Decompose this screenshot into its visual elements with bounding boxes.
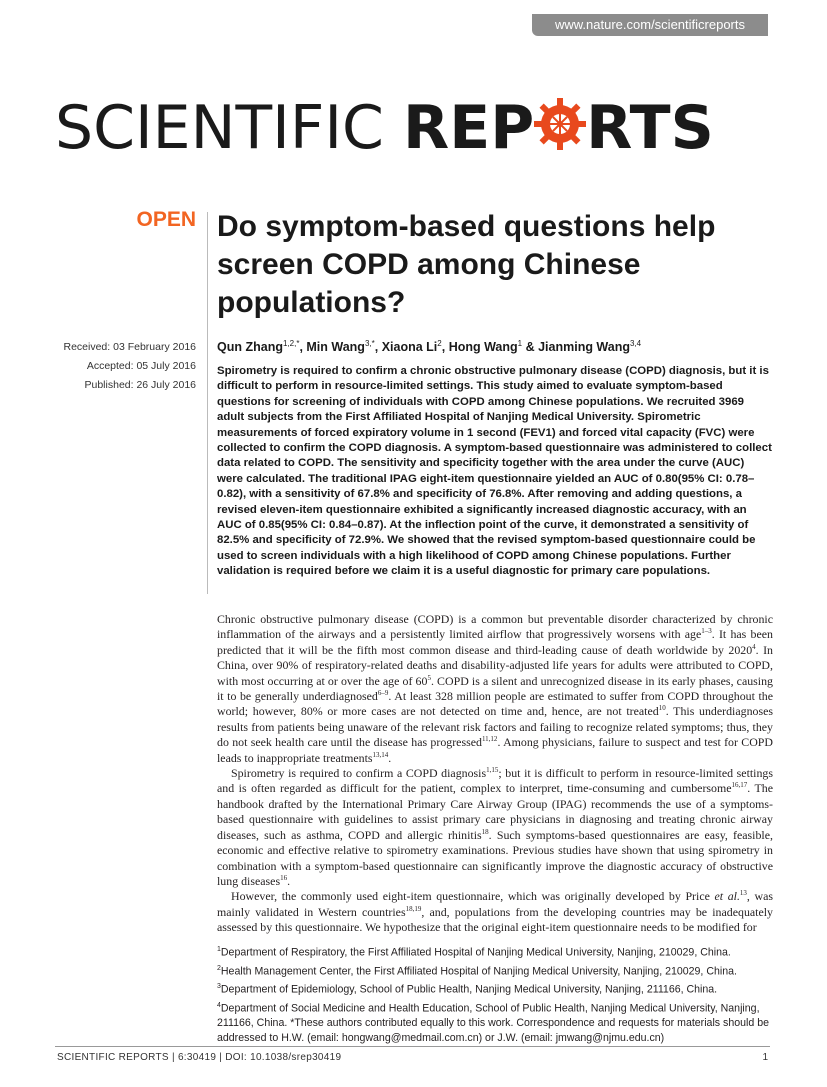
received-date: Received: 03 February 2016 — [63, 341, 196, 353]
affiliation-text: Department of Epidemiology, School of Public Health, Nanjing Medical University, Nanjing, 211166, China. — [220, 983, 718, 996]
affiliation-number: 4 — [217, 1001, 221, 1009]
body-paragraph — [217, 889, 773, 935]
footer-divider — [55, 1046, 770, 1047]
published-date: Published: 26 July 2016 — [84, 379, 196, 391]
body-text: However, the commonly used eight-item questionnaire, which was originally developed by Price — [231, 889, 715, 904]
author-affiliation-sup: 2 — [437, 339, 442, 348]
article-title: Do symptom-based questions help screen COPD among Chinese populations? — [217, 210, 716, 319]
body-text: ; but it is difficult to perform in resource-limited settings and is often regarded as difficult for the patient, complex to interpret, time-consuming and cumbersome — [217, 766, 773, 796]
author-list: Qun Zhang$^{1,2,*}$, Min Wang$^{3,*}$, Xiaona Li$^2$, Hong Wang$^1$ & Jianming Wang$^{3,4}$ — [217, 339, 642, 355]
abstract: Spirometry is required to confirm a chronic obstructive pulmonary disease (COPD) diagnosis, but it is difficult to perform in resource-limited settings. This study aimed to evaluate symptom-based questions for screening of individuals with COPD among Chinese populations. We recruited 3969 adult subjects from the First Affiliated Hospital of Nanjing Medical University. Spirometric measurements of forced expiratory volume in 1 second (FEV1) and forced vital capacity (FVC) were collected to confirm the COPD diagnosis. A symptom-based questionnaire was administered to collect data related to COPD. The sensitivity and specificity together with the area under the curve (AUC) were calculated. The traditional IPAG eight-item questionnaire yielded an AUC of 0.80(95% CI: 0.78–0.82), with a sensitivity of 67.8% and specificity of 76.8%. After removing and adding questions, a revised eleven-item questionnaire exhibited a significantly increased diagnostic accuracy, with an AUC of 0.85(95% CI: 0.84–0.87). At the inflection point of the curve, it demonstrated a sensitivity of 82.5% and specificity of 72.9%. We showed that the revised symptom-based questionnaire could be used to screen individuals with a high likelihood of COPD among Chinese populations. Further validation is required before we claim it is a useful diagnostic for primary care populations. — [217, 365, 772, 578]
footer-citation: SCIENTIFIC REPORTS | 6:30419 | DOI: 10.1038/srep30419 — [57, 1052, 342, 1063]
body-text: , and, populations from the developing countries may be inadequately assessed by this questionnaire. We hypothesize that the original eight-item questionnaire needs to be modified for — [217, 904, 773, 935]
reference-link[interactable]: 13 — [739, 889, 747, 898]
reference-link[interactable]: 16 — [280, 873, 288, 882]
accepted-date: Accepted: 05 July 2016 — [86, 360, 196, 372]
body-text: . At least 328 million people are estimated to suffer from COPD throughout the world; however, 80% or more cases are not detected on time and, hence, are not treated — [217, 689, 773, 719]
reference-link[interactable]: 16,17 — [731, 781, 748, 790]
affiliation-text: Department of Respiratory, the First Affiliated Hospital of Nanjing Medical University, Nanjing, 210029, China. — [220, 946, 731, 959]
author-name[interactable]: Xiaona Li — [381, 340, 438, 355]
body-text: . This underdiagnoses results from patients being unaware of the relevant risk factors and failing to recognize related symptoms; thus, they do not seek health care until the disease has progressed — [217, 704, 774, 750]
page-number: 1 — [762, 1052, 768, 1063]
affiliation-item — [217, 942, 773, 961]
masthead-text-rts: RTS — [586, 93, 714, 163]
reference-link[interactable]: 1,15 — [486, 766, 499, 775]
reference-link[interactable]: 10 — [658, 704, 666, 713]
affiliation-item — [217, 998, 773, 1047]
gear-logo-icon — [534, 92, 586, 152]
author-name[interactable]: Hong Wang — [448, 340, 518, 355]
body-text: . The handbook drafted by the International Primary Care Airway Group (IPAG) recommends the use of a symptoms-based questionnaire with guidelines to assist primary care physicians in diagnosing and treating chronic airway diseases, such as asthma, COPD and allergic rhinitis — [217, 781, 773, 842]
author-affiliation-sup: 1 — [517, 339, 523, 348]
reference-link[interactable]: 11,12 — [481, 735, 498, 744]
affiliation-text[interactable]: Department of Social Medicine and Health Education, School of Public Health, Nanjing Medical University, Nanjing, 211166, China. *These authors contributed equally to this work. Correspondence and requests for materials should be addressed to H.W. (email: hongwang@medmail.com.cn) or J.W. (email: jmwang@njmu.edu.cn) — [217, 1002, 769, 1045]
affiliation-item — [217, 961, 773, 980]
reference-link[interactable]: 18 — [481, 827, 489, 836]
reference-link[interactable]: 13,14 — [372, 750, 389, 759]
body-text: . — [287, 873, 291, 888]
affiliations — [217, 942, 773, 1046]
header-divider — [207, 212, 208, 594]
author-name[interactable]: Qun Zhang — [217, 340, 283, 355]
affiliation-number: 1 — [217, 946, 221, 953]
body-text: Chronic obstructive pulmonary disease (COPD) is a common but preventable disorder characterized by chronic inflammation of the airways and a persistently limited airflow that progressively worsens with age — [217, 612, 773, 642]
body-text: . Such symptoms-based questionnaires are easy, feasible, economic and effective relative to spirometry examinations. Previous studies have shown that using spirometry in combination with a symptom-based questionnaire can significantly improve the diagnostic accuracy of obstructive lung diseases — [217, 827, 773, 888]
body-paragraph — [217, 766, 773, 889]
body-text: . In China, over 90% of respiratory-related deaths and disability-adjusted life years for adults were attributed to COPD, with most occurring at or over the age of 60 — [217, 642, 773, 688]
affiliation-number: 3 — [217, 983, 221, 991]
masthead-text-rep: REP — [403, 93, 535, 163]
journal-masthead — [55, 92, 775, 162]
body-paragraph — [217, 612, 773, 766]
author-name[interactable]: Min Wang — [306, 340, 365, 355]
et-al-text: et al. — [714, 889, 740, 904]
article-body — [217, 612, 773, 936]
reference-link[interactable]: 5 — [427, 673, 431, 682]
affiliation-text: Health Management Center, the First Affiliated Hospital of Nanjing Medical University, Nanjing, 210029, China. — [220, 965, 737, 978]
reference-link[interactable]: 18,19 — [405, 904, 422, 913]
affiliation-item — [217, 979, 773, 998]
author-affiliation-sup: 3,* — [364, 339, 375, 348]
affiliation-number: 2 — [217, 964, 221, 972]
author-affiliation-sup: 3,4 — [630, 339, 642, 348]
body-text: . — [388, 750, 392, 765]
author-affiliation-sup: 1,2,* — [282, 339, 300, 348]
open-access-label: OPEN — [136, 208, 196, 231]
body-text: . It has been predicted that it will be the fifth most common disease and third-leading cause of death worldwide by 2020 — [217, 627, 773, 657]
publication-dates — [30, 338, 196, 395]
body-text: Spirometry is required to confirm a COPD diagnosis — [231, 766, 487, 781]
reference-link[interactable]: 1–3 — [701, 627, 712, 636]
reference-link[interactable]: 4 — [752, 642, 756, 651]
journal-url-banner[interactable]: www.nature.com/scientificreports — [532, 14, 768, 36]
body-text: . Among physicians, failure to suspect and test for COPD leads to inappropriate treatments — [217, 735, 773, 765]
body-text: . COPD is a silent and unrecognized disease in its early phases, causing it to be generally underdiagnosed — [217, 673, 773, 704]
author-name[interactable]: Jianming Wang — [538, 340, 630, 355]
reference-link[interactable]: 6–9 — [377, 689, 389, 698]
masthead-text-part1: SCIENTIFIC — [55, 93, 403, 163]
body-text: , was mainly validated in Western countries — [217, 889, 773, 919]
